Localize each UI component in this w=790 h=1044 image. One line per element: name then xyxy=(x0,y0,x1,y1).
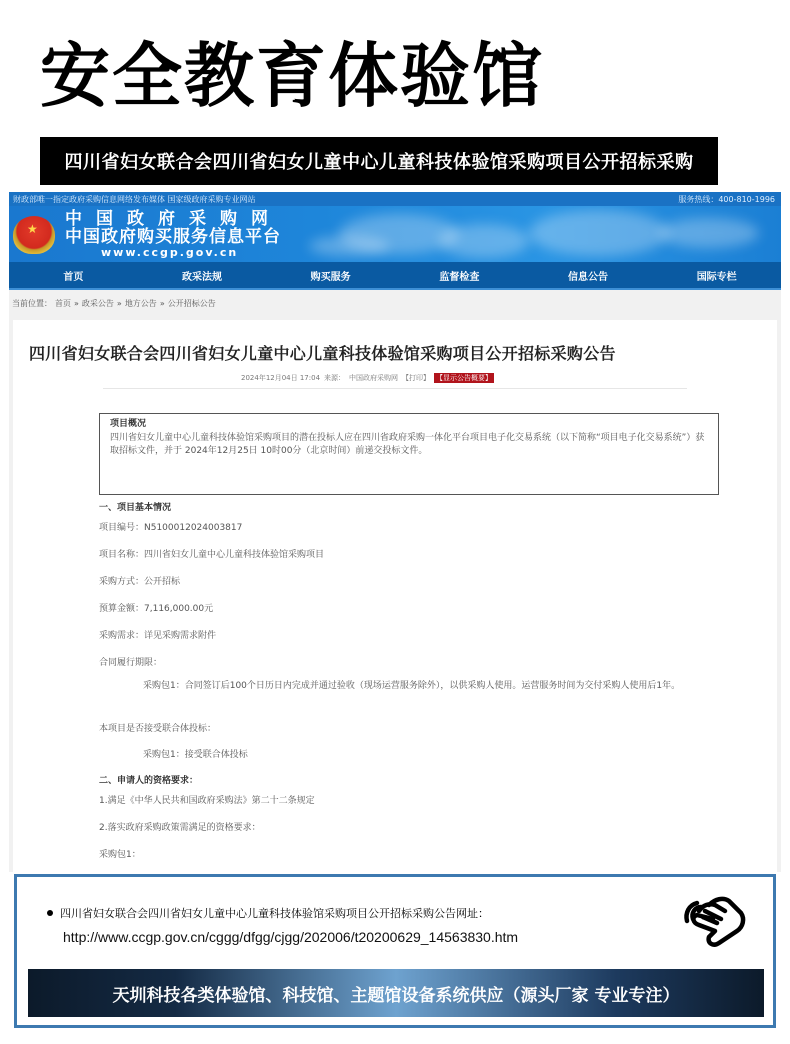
breadcrumb-open-tender[interactable]: 公开招标公告 xyxy=(167,298,216,308)
nav-international[interactable]: 国际专栏 xyxy=(696,271,737,283)
source-name: 中国政府采购网 xyxy=(349,374,399,382)
print-link[interactable]: 【打印】 xyxy=(402,374,431,382)
pointing-hand-icon xyxy=(679,891,749,951)
breadcrumb-prefix: 当前位置： xyxy=(12,298,52,308)
article-panel xyxy=(13,320,777,872)
article-title: 四川省妇女联合会四川省妇女儿童中心儿童科技体验馆采购项目公开招标采购公告 xyxy=(29,344,616,363)
project-overview-box xyxy=(99,413,719,495)
breadcrumb-gov-procurement[interactable]: 政采公告 xyxy=(81,298,114,308)
site-logo-title[interactable]: 中国政府采购网 xyxy=(65,209,282,229)
procurement-method: 采购方式：公开招标 xyxy=(99,577,181,587)
project-number: 项目编号：N5100012024003817 xyxy=(99,523,243,533)
overview-body: 四川省妇女儿童中心儿童科技体验馆采购项目的潜在投标人应在四川省政府采购一体化平台项目电子化交易系统（以下简称“项目电子化交易系统”）获取招标文件，并于 2024年12月25日 10时00分（北京时间）前递交投标文件。 xyxy=(110,433,705,456)
contract-period-label: 合同履行期限： xyxy=(99,658,163,668)
consortium-label: 本项目是否接受联合体投标： xyxy=(99,724,217,734)
qualification-item-3: 采购包1： xyxy=(99,850,141,860)
url-label: 四川省妇女联合会四川省妇女儿童中心儿童科技体验馆采购项目公开招标采购公告网址： xyxy=(60,907,489,920)
show-summary-button[interactable]: 【显示公告概要】 xyxy=(436,374,493,382)
nav-supervision[interactable]: 监督检查 xyxy=(439,271,480,283)
breadcrumb-separator: » xyxy=(116,298,122,308)
source-label: 来源： xyxy=(324,374,346,382)
company-slogan-banner: 天圳科技各类体验馆、科技馆、主题馆设备系统供应（源头厂家 专业专注） xyxy=(28,969,764,1017)
breadcrumb-local[interactable]: 地方公告 xyxy=(124,298,157,308)
url-label-line xyxy=(47,905,489,921)
nav-purchase-services[interactable]: 购买服务 xyxy=(310,271,351,283)
breadcrumb-separator: » xyxy=(74,298,79,308)
website-screenshot xyxy=(9,192,781,872)
article-meta xyxy=(241,373,494,383)
nav-home[interactable]: 首页 xyxy=(63,271,84,283)
project-name: 项目名称：四川省妇女儿童中心儿童科技体验馆采购项目 xyxy=(99,550,325,560)
hero-banner: 四川省妇女联合会四川省妇女儿童中心儿童科技体验馆采购项目公开招标采购 xyxy=(40,137,718,185)
divider xyxy=(103,388,687,389)
service-hotline: 服务热线：400-810-1996 xyxy=(678,194,775,204)
breadcrumb-separator: » xyxy=(159,298,165,308)
announcement-url-box xyxy=(14,874,776,1028)
national-emblem-icon xyxy=(13,216,55,254)
breadcrumb-home[interactable]: 首页 xyxy=(55,298,71,308)
announcement-url-link[interactable]: http://www.ccgp.gov.cn/cggg/dfgg/cjgg/202006/t20200629_14563830.htm xyxy=(63,929,519,945)
breadcrumb xyxy=(9,290,781,316)
site-topbar xyxy=(9,192,781,206)
consortium-detail: 采购包1：接受联合体投标 xyxy=(143,750,248,760)
publish-datetime: 2024年12月04日 17:04 xyxy=(241,374,321,382)
section2-heading: 二、申请人的资格要求： xyxy=(99,776,199,786)
qualification-item-2: 2.落实政府采购政策需满足的资格要求： xyxy=(99,823,261,833)
budget-amount: 预算金额：7,116,000.00元 xyxy=(99,604,214,614)
main-nav xyxy=(9,262,781,290)
nav-regulations[interactable]: 政采法规 xyxy=(182,271,222,283)
site-logo-subtitle: 中国政府购买服务信息平台 xyxy=(65,227,281,247)
section1-heading: 一、项目基本情况 xyxy=(99,503,172,513)
procurement-requirement: 采购需求：详见采购需求附件 xyxy=(99,631,217,641)
hero-title: 安全教育体验馆 xyxy=(40,35,544,117)
overview-heading: 项目概况 xyxy=(110,419,147,429)
topbar-tagline: 财政部唯一指定政府采购信息网络发布媒体 国家级政府采购专业网站 xyxy=(13,194,256,204)
contract-period-detail: 采购包1：合同签订后100个日历日内完成并通过验收（现场运营服务除外），以供采购人使用。运营服务时间为交付采购人使用后1年。 xyxy=(143,681,681,691)
site-masthead xyxy=(9,206,781,262)
bullet-icon xyxy=(47,910,53,916)
nav-announcements[interactable]: 信息公告 xyxy=(568,271,609,283)
site-logo-url: www.ccgp.gov.cn xyxy=(101,246,239,259)
qualification-item-1: 1.满足《中华人民共和国政府采购法》第二十二条规定 xyxy=(99,796,315,806)
